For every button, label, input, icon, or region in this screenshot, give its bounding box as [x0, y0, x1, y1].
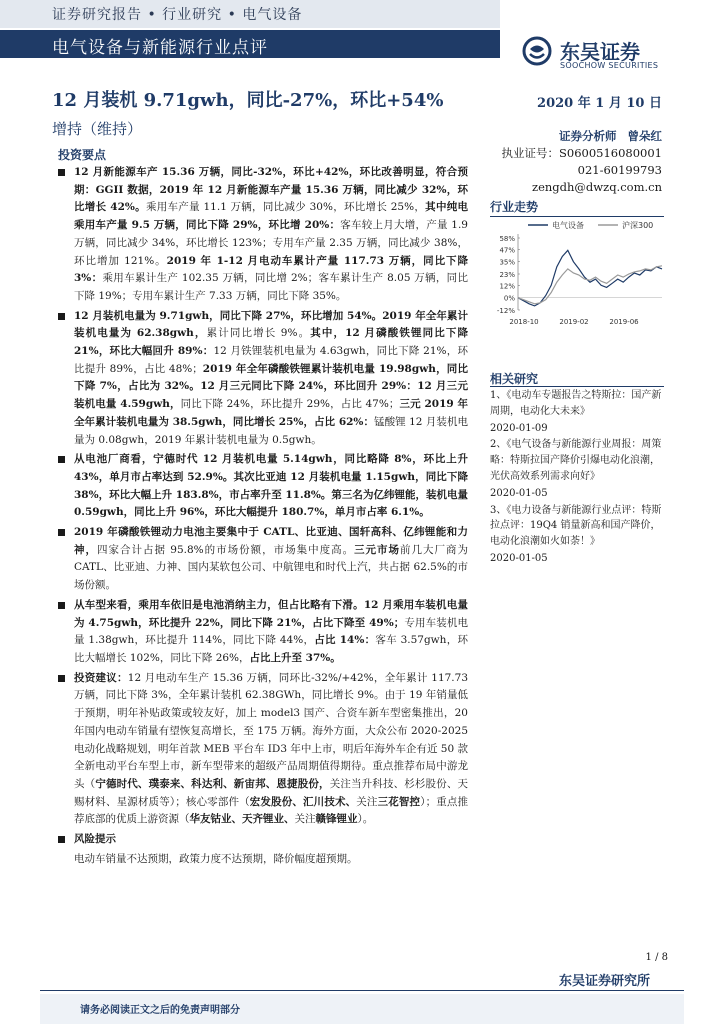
legend-label: 沪深300 — [622, 221, 654, 230]
y-tick-label: 23% — [499, 271, 515, 279]
analyst-name: 曾朵红 — [627, 129, 662, 143]
paragraph-segment: 12 月铁锂装机电量为 4.63gwh，同比下降 21%，环比提升 89%，占比 48%； — [74, 345, 468, 375]
key-points-body — [58, 164, 468, 868]
report-date: 2020 年 1 月 10 日 — [537, 96, 662, 111]
bullet-square-icon — [58, 169, 65, 176]
bullet-paragraph — [58, 597, 468, 668]
bullet-paragraph — [58, 670, 468, 829]
related-item-title[interactable]: 1、《电动车专题报告之特斯拉：国产新周期，电动化大未来》 — [490, 390, 662, 417]
bullet-square-icon — [58, 529, 65, 536]
related-heading: 相关研究 — [490, 372, 539, 386]
bullet-square-icon — [58, 675, 65, 682]
analyst-phone: 021-60199793 — [577, 163, 662, 177]
related-item-date: 2020-01-05 — [490, 487, 548, 499]
series-line — [518, 266, 662, 304]
paragraph-segment: 2019 年全年磷酸铁锂累计装机电量 19.98gwh，同比下降 7%，占比为 32%。12 月三元同比下降 24%，环比回升 29%：12 月三元装机电量 4.59gwh， — [74, 362, 468, 411]
logo-mark-icon — [522, 36, 552, 66]
x-tick-label: 2018-10 — [509, 318, 539, 326]
paragraph-segment: 前几大厂商为 CATL、比亚迪、力神、国内某软包公司、中航锂电和时代上汽，共占据 62.5%的市场份额。 — [74, 543, 469, 592]
related-item-date: 2020-01-05 — [490, 552, 548, 564]
paragraph-segment: 华友钴业、天齐锂业、 — [189, 813, 295, 826]
paragraph-segment: ）。 — [357, 813, 374, 826]
y-tick-label: 35% — [499, 258, 515, 267]
key-points-heading: 投资要点 — [58, 148, 107, 162]
paragraph-segment: 占比上升至 37%。 — [249, 651, 341, 664]
paragraph-segment: 12 月新能源车产 15.36 万辆，同比-32%，环比+42%，环比改善明显，符合预期：GGII 数据，2019 年 12 月新能源车产量 15.36 万辆，同比减少 32%，环比增长 42%。 — [74, 166, 468, 214]
paragraph-segment: 三花智控 — [377, 795, 421, 808]
bullet-square-icon — [58, 456, 65, 463]
header-breadcrumb-bar — [0, 0, 500, 28]
legend-label: 电气设备 — [552, 221, 584, 230]
y-tick-label: 47% — [499, 246, 515, 255]
risk-text: 电动车销量不达预期，政策力度不达预期，降价幅度超预期。 — [74, 852, 358, 865]
paragraph-segment: 其中纯电乘用车产量 9.5 万辆，同比下降 29%，环比增 20%： — [74, 201, 469, 232]
trend-divider — [490, 216, 664, 217]
paragraph-segment: 2019 年 1-12 月电动车累计产量 117.73 万辆，同比下降 3%： — [74, 254, 469, 285]
bullet-paragraph — [58, 524, 468, 595]
bullet-square-icon — [58, 602, 65, 609]
bullet-square-icon — [58, 836, 65, 843]
bullet-square-icon — [58, 313, 65, 320]
analyst-cert: 执业证号：S0600516080001 — [501, 146, 662, 160]
analyst-block — [498, 128, 662, 196]
paragraph-segment: 客车较上月大增，产量 1.9 万辆，同比减少 34%，环比增长 123%；专用车产量 2.35 万辆，同比减少 38%，环比增加 121%。 — [74, 219, 468, 267]
paragraph-segment: 占比 14%： — [314, 634, 376, 647]
logo-text-cn: 东吴证券 — [560, 40, 640, 64]
related-item-title[interactable]: 3、《电力设备与新能源行业点评：特斯拉点评：19Q4 销量新高和国产降价，电动化浪潮如火如荼！》 — [490, 504, 662, 548]
y-tick-label: 0% — [503, 294, 515, 303]
paragraph-segment: 关注当升科技、杉杉股份、天赐材料、星源材质等）；核心零部件（ — [74, 777, 469, 808]
paragraph-segment: 其中，12 月磷酸铁锂同比下降 21%，环比大幅回升 89%： — [74, 327, 468, 358]
paragraph-segment: 2019 年磷酸铁锂动力电池主要集中于 CATL、比亚迪、国轩高科、亿纬锂能和力神， — [74, 526, 468, 556]
logo-text-en: SOOCHOW SECURITIES — [560, 61, 659, 70]
bullet-paragraph — [58, 451, 468, 522]
related-list — [490, 388, 666, 568]
x-tick-label: 2019-06 — [609, 318, 639, 326]
related-item-date: 2020-01-09 — [490, 422, 548, 434]
paragraph-segment: 关注 — [356, 795, 378, 808]
footer-divider — [40, 990, 684, 991]
paragraph-segment: 锰酸锂 12 月装机电量为 0.08gwh，2019 年累计装机电量为 0.5gwh。 — [74, 415, 468, 446]
x-tick-label: 2019-02 — [559, 318, 589, 326]
bullet-paragraph — [58, 308, 468, 450]
paragraph-segment: 赣锋锂业 — [315, 813, 358, 826]
rating: 增持（维持） — [52, 120, 143, 138]
y-tick-label: 12% — [499, 282, 515, 291]
footer-disclaimer-bar — [40, 994, 684, 1024]
paragraph-segment: 从电池厂商看，宁德时代 12 月装机电量 5.14gwh，同比略降 8%，环比上升 43%，单月市占率达到 52.9%。其次比亚迪 12 月装机电量 1.15gwh，同比下降 38%，环比大幅上升 183.8%，市占率升至 11.8%。第三名为亿纬锂能，装机电量 0.59gwh，同比上升 96%，环比大幅提升 180.7%，单月市占率 6.1%。 — [74, 453, 468, 519]
analyst-label: 证券分析师 — [559, 129, 617, 143]
paragraph-segment: 三元市场 — [354, 543, 401, 556]
risk-heading — [58, 831, 468, 849]
brand-logo — [522, 36, 682, 72]
paragraph-segment: 客车 3.57gwh，环比大幅增长 102%，同比下降 26%， — [74, 634, 468, 664]
y-tick-label: -12% — [496, 307, 515, 315]
paragraph-segment: 宁德时代、璞泰来、科达利、新宙邦、恩捷股份， — [95, 777, 330, 790]
paragraph-segment: ）；重点推荐底部的优质上游资源（ — [74, 795, 469, 826]
paragraph-segment: 四家合计占据 95.8%的市场份额，市场集中度高。 — [97, 543, 355, 556]
header-banner — [0, 30, 500, 58]
trend-heading: 行业走势 — [490, 200, 539, 214]
paragraph-segment: 乘用车产量 11.1 万辆，同比减少 30%，环比增长 25%， — [145, 201, 426, 214]
paragraph-segment: 12 月装机电量为 9.71gwh，同比下降 27%，环比增加 54%。2019 年全年累计装机电量为 62.38gwh， — [74, 309, 468, 340]
trend-chart — [488, 218, 666, 328]
y-tick-label: 58% — [499, 235, 515, 243]
report-title: 12 月装机 9.71gwh，同比-27%，环比+54% — [52, 90, 444, 111]
analyst-email[interactable]: zengdh@dwzq.com.cn — [532, 180, 662, 194]
page-number: 1 / 8 — [645, 952, 668, 963]
paragraph-segment: 从车型来看，乘用车依旧是电池消纳主力，但占比略有下滑。12 月乘用车装机电量为 4.75gwh，环比提升 22%，同比下降 21%，占比下降至 49%； — [74, 598, 468, 629]
paragraph-segment: 专用车装机电量 1.38gwh，环比提升 114%，同比下降 44%， — [74, 616, 469, 647]
related-item-title[interactable]: 2、《电气设备与新能源行业周报：周策略：特斯拉国产降价引爆电动化浪潮，光伏高效系列需求向好》 — [490, 439, 662, 482]
paragraph-segment: 12 月电动车生产 15.36 万辆，同环比-32%/+42%，全年累计 117.73 万辆，同比下降 3%，全年累计装机 62.38GWh，同比增长 9%。由于 19 年销量低于预期，明年补贴政策或较友好，加上 model3 国产、合资车新车型密集推出，20 年国内电动车销量有望恢复高增长，至 175 万辆。海外方面，大众公布 2020-2025 电动化战略规划，明年首款 MEB 平台车 ID3 年中上市，明后年海外车企有近 50 款全新电动平台车型上市，新车型带来的超级产品周期值得期待。重点推荐布局中游龙头（ — [74, 671, 469, 790]
banner-title: 电气设备与新能源行业点评 — [52, 38, 268, 58]
footer-org: 东吴证券研究所 — [558, 974, 650, 989]
paragraph-segment: 乘用车累计生产 102.35 万辆，同比增 2%；客车累计生产 8.05 万辆，同比下降 19%；专用车累计生产 7.33 万辆，同比下降 35%。 — [74, 272, 468, 302]
paragraph-segment: 宏发股份、汇川技术、 — [249, 795, 357, 808]
footer-disclaimer: 请务必阅读正文之后的免责声明部分 — [80, 1005, 240, 1016]
risk-heading-text: 风险提示 — [74, 833, 116, 846]
paragraph-segment: 累计同比增长 9%。 — [206, 327, 311, 340]
analyst-title — [498, 128, 662, 145]
bullet-paragraph — [58, 164, 468, 306]
breadcrumb: 证券研究报告 • 行业研究 • 电气设备 — [52, 7, 303, 23]
paragraph-segment: 三元 2019 年全年累计装机电量为 38.5gwh，同比增长 25%，占比 62%： — [74, 398, 468, 428]
trend-chart-svg — [488, 218, 666, 328]
paragraph-segment: 同比下降 24%，环比提升 29%，占比 47%； — [180, 398, 400, 411]
related-divider — [490, 386, 664, 387]
paragraph-segment: 投资建议： — [74, 671, 128, 684]
paragraph-segment: 关注 — [294, 813, 316, 826]
